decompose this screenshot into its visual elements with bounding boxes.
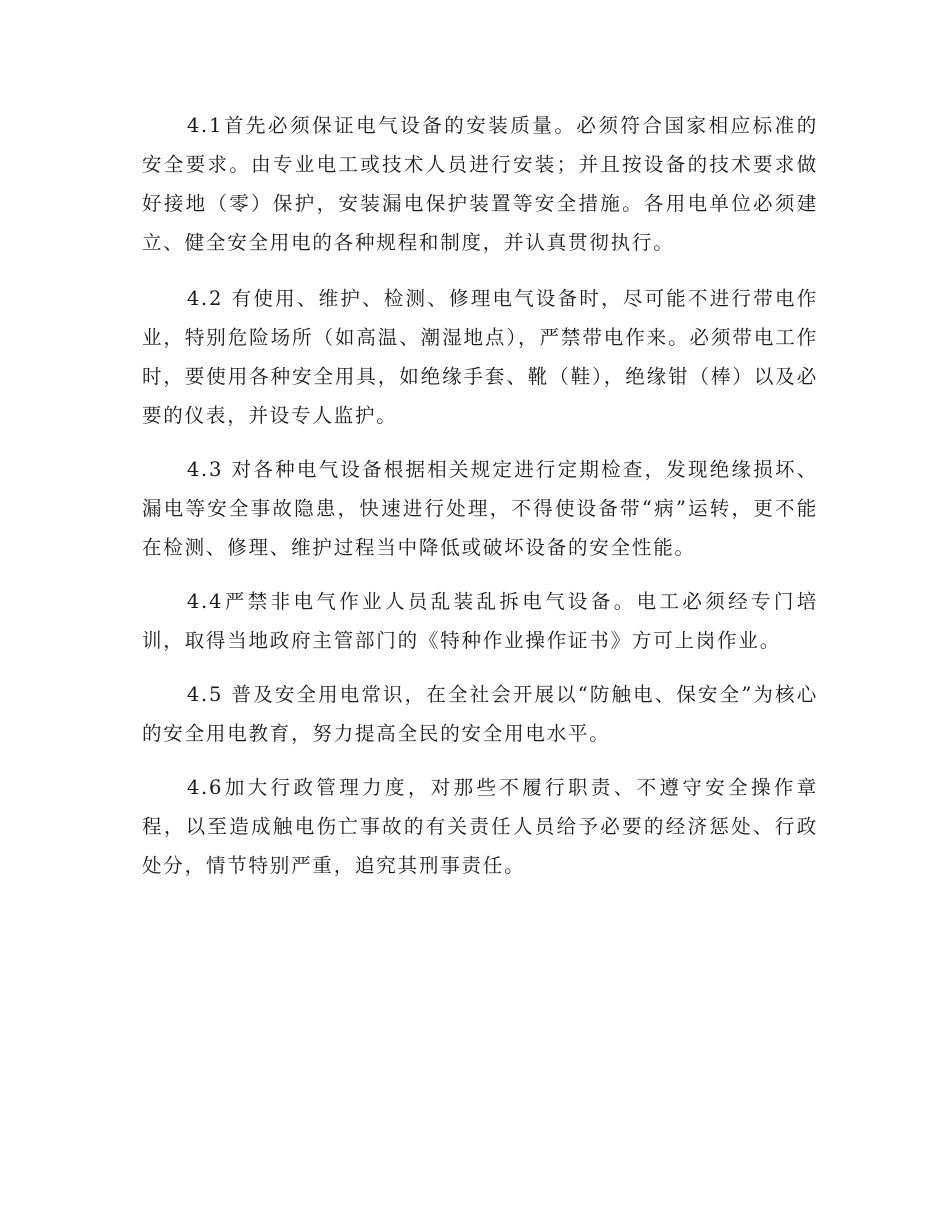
- document-body: [142, 106, 818, 900]
- paragraph-4-1: 4.1首先必须保证电气设备的安装质量。必须符合国家相应标准的安全要求。由专业电工或技术人员进行安装；并且按设备的技术要求做好接地（零）保护，安装漏电保护装置等安全措施。各用电单位必须建立、健全安全用电的各种规程和制度，并认真贯彻执行。: [142, 114, 818, 254]
- paragraph-4-2: 4.2 有使用、维护、检测、修理电气设备时，尽可能不进行带电作业，特别危险场所（如高温、潮湿地点），严禁带电作来。必须带电工作时，要使用各种安全用具，如绝缘手套、靴（鞋），绝缘钳（棒）以及必要的仪表，并设专人监护。: [142, 287, 818, 427]
- paragraph-4-3: 4.3 对各种电气设备根据相关规定进行定期检查，发现绝缘损坏、漏电等安全事故隐患，快速进行处理，不得使设备带“病”运转，更不能在检测、修理、维护过程当中降低或破坏设备的安全性能。: [142, 458, 818, 559]
- paragraph-4-6: 4.6加大行政管理力度，对那些不履行职责、不遵守安全操作章程，以至造成触电伤亡事故的有关责任人员给予必要的经济惩处、行政处分，情节特别严重，追究其刑事责任。: [142, 776, 818, 877]
- paragraph-4-5: 4.5 普及安全用电常识，在全社会开展以“防触电、保安全”为核心的安全用电教育，努力提高全民的安全用电水平。: [142, 683, 818, 745]
- paragraph-4-4: 4.4严禁非电气作业人员乱装乱拆电气设备。电工必须经专门培训，取得当地政府主管部门的《特种作业操作证书》方可上岗作业。: [142, 590, 818, 652]
